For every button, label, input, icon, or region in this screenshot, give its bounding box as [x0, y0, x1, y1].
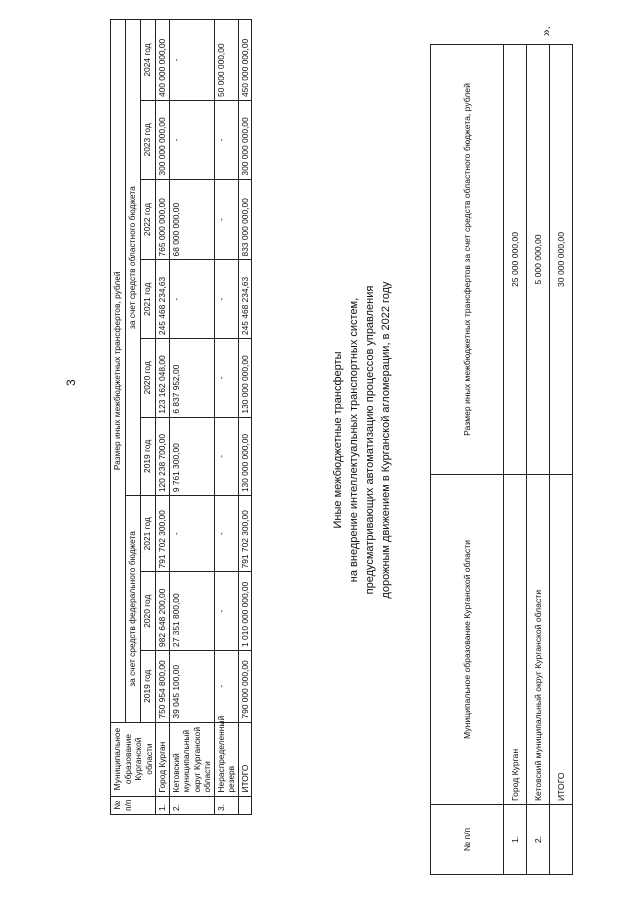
cell-amount: 25 000 000,00: [504, 45, 527, 475]
page-number: 3: [64, 379, 78, 386]
cell-municipality: Город Курган: [504, 475, 527, 805]
header-year: 2019 год: [141, 650, 156, 722]
cell-value: -: [169, 20, 214, 101]
table-row: [156, 20, 170, 815]
transfers-table: [110, 19, 252, 815]
cell-no: 1.: [504, 805, 527, 875]
cell-value: 450 000 000,00: [238, 20, 252, 101]
title-line: на внедрение интеллектуальных транспортных систем,: [348, 297, 360, 583]
main-table-container: [110, 19, 252, 815]
header-year: 2021 год: [141, 260, 156, 339]
header-amount: Размер иных межбюджетных трансфертов за счет средств областного бюджета, рублей: [431, 45, 504, 475]
cell-value: 245 468 234,63: [156, 260, 170, 339]
sub-table-container: [430, 45, 573, 875]
transfers-2022-table: [430, 44, 573, 875]
cell-value: -: [169, 101, 214, 180]
cell-no: [238, 796, 252, 814]
header-year: 2019 год: [141, 417, 156, 496]
cell-value: -: [214, 417, 238, 496]
header-year: 2020 год: [141, 339, 156, 418]
cell-no: 2.: [527, 805, 550, 875]
cell-value: 765 000 000,00: [156, 179, 170, 260]
cell-no: 2.: [169, 796, 214, 814]
header-year: 2021 год: [141, 496, 156, 572]
cell-value: 68 000 000,00: [169, 179, 214, 260]
cell-amount: 5 000 000,00: [527, 45, 550, 475]
cell-value: 833 000 000,00: [238, 179, 252, 260]
header-municipality: Муниципальное образование Курганской области: [111, 722, 156, 796]
cell-value: -: [214, 572, 238, 651]
cell-value: 120 238 700,00: [156, 417, 170, 496]
cell-value: -: [169, 496, 214, 572]
header-no: № п/п: [111, 796, 156, 814]
document-title: [330, 60, 394, 820]
cell-value: 982 648 200,00: [156, 572, 170, 651]
title-line: дорожным движением в Курганской агломерации, в 2022 году: [380, 281, 392, 599]
cell-value: 750 954 800,00: [156, 650, 170, 722]
cell-amount: 30 000 000,00: [550, 45, 573, 475]
table-row: [527, 45, 550, 875]
cell-value: -: [214, 650, 238, 722]
cell-no: 3.: [214, 796, 238, 814]
cell-value: 6 837 952,00: [169, 339, 214, 418]
header-year: 2020 год: [141, 572, 156, 651]
cell-value: 791 702 300,00: [238, 496, 252, 572]
cell-municipality: ИТОГО: [238, 722, 252, 796]
header-transfers: Размер иных межбюджетных трансфертов, рублей: [111, 20, 126, 723]
table-row-total: [550, 45, 573, 875]
cell-value: 50 000 000,00: [214, 20, 238, 101]
cell-value: 9 761 300,00: [169, 417, 214, 496]
cell-value: 27 351 800,00: [169, 572, 214, 651]
cell-value: 39 045 100,00: [169, 650, 214, 722]
cell-value: 300 000 000,00: [156, 101, 170, 180]
cell-value: 400 000 000,00: [156, 20, 170, 101]
header-no: № п/п: [431, 805, 504, 875]
end-mark: ».: [539, 25, 554, 37]
table-row-total: [238, 20, 252, 815]
cell-value: 790 000 000,00: [238, 650, 252, 722]
cell-value: -: [214, 339, 238, 418]
header-year: 2022 год: [141, 179, 156, 260]
header-federal: за счет средств федерального бюджета: [126, 496, 141, 722]
header-year: 2024 год: [141, 20, 156, 101]
cell-value: -: [214, 496, 238, 572]
title-line: Иные межбюджетные трансферты: [332, 351, 344, 529]
cell-value: -: [214, 101, 238, 180]
cell-municipality: ИТОГО: [550, 475, 573, 805]
cell-municipality: Кетовский муниципальный округ Курганской области: [527, 475, 550, 805]
title-line: предусматривающих автоматизацию процессов управления: [364, 285, 376, 595]
cell-value: 245 468 234,63: [238, 260, 252, 339]
cell-no: [550, 805, 573, 875]
header-year: 2023 год: [141, 101, 156, 180]
cell-municipality: Кетовский муниципальный округ Курганской области: [169, 722, 214, 796]
cell-value: 130 000 000,00: [238, 417, 252, 496]
cell-no: 1.: [156, 796, 170, 814]
cell-value: -: [214, 260, 238, 339]
table-row: [504, 45, 527, 875]
cell-value: 123 162 048,00: [156, 339, 170, 418]
header-regional: за счет средств областного бюджета: [126, 20, 141, 496]
cell-value: 1 010 000 000,00: [238, 572, 252, 651]
header-municipality: Муниципальное образование Курганской области: [431, 475, 504, 805]
cell-value: 300 000 000,00: [238, 101, 252, 180]
cell-value: 791 702 300,00: [156, 496, 170, 572]
cell-municipality: Город Курган: [156, 722, 170, 796]
table-row: [169, 20, 214, 815]
cell-municipality: Нераспределенный резерв: [214, 722, 238, 796]
cell-value: -: [214, 179, 238, 260]
cell-value: -: [169, 260, 214, 339]
cell-value: 130 000 000,00: [238, 339, 252, 418]
table-row: [214, 20, 238, 815]
